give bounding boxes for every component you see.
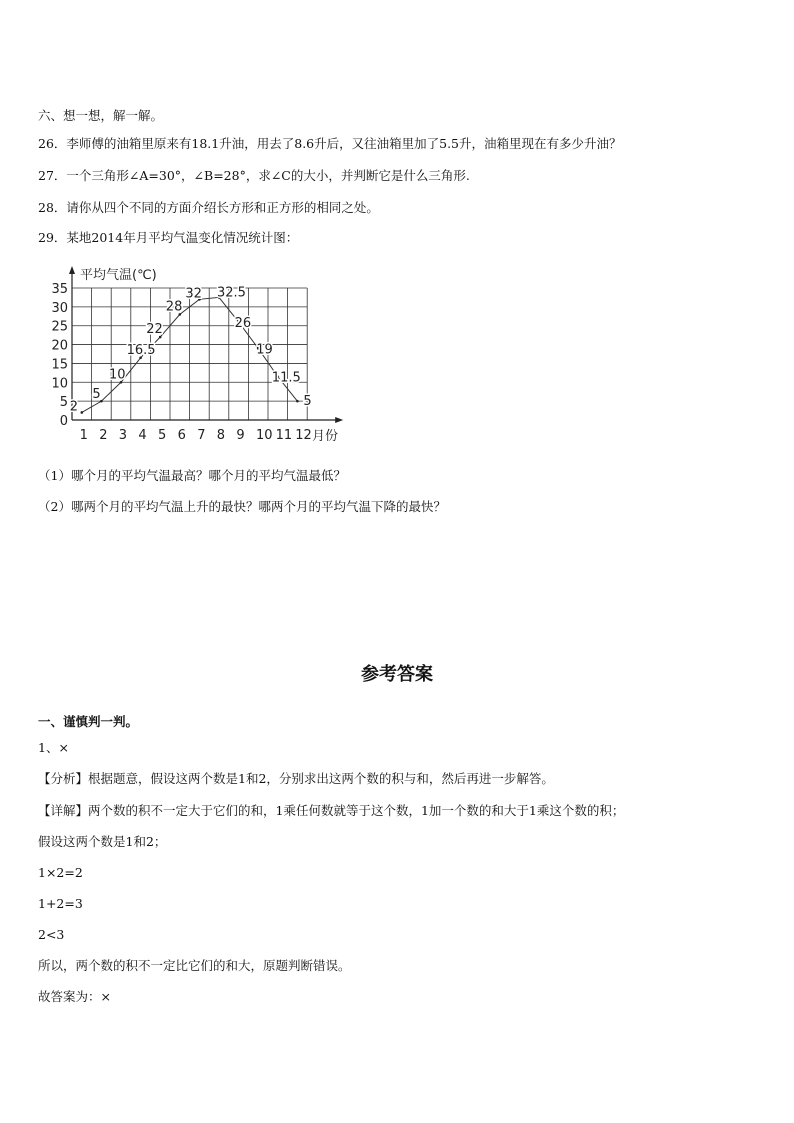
y-tick-label: 0 bbox=[59, 414, 68, 429]
data-point bbox=[81, 411, 84, 414]
x-tick-label: 1 bbox=[79, 428, 88, 443]
chart-point-labels bbox=[70, 285, 312, 414]
x-tick-label: 8 bbox=[216, 428, 226, 443]
question-29-part-2: （2）哪两个月的平均气温上升的最快？哪两个月的平均气温下降的最快？ bbox=[38, 499, 446, 514]
data-label: 5 bbox=[303, 394, 312, 410]
data-point bbox=[296, 400, 299, 403]
x-tick-label: 6 bbox=[177, 428, 186, 443]
data-label: 10 bbox=[109, 367, 126, 383]
data-label: 32.5 bbox=[217, 285, 246, 301]
answer-title: 参考答案 bbox=[361, 664, 433, 685]
x-tick-label: 7 bbox=[197, 428, 206, 443]
answer-detail: 【详解】两个数的积不一定大于它们的和，1乘任何数就等于这个数，1加一个数的和大于1乘这个数的积； bbox=[38, 803, 625, 818]
y-tick-label: 30 bbox=[51, 300, 68, 316]
x-axis-arrow bbox=[335, 417, 343, 423]
x-tick-label: 12 bbox=[295, 428, 312, 443]
data-label: 16.5 bbox=[126, 342, 156, 358]
temperature-line-chart bbox=[40, 262, 360, 452]
data-label: 28 bbox=[165, 299, 183, 315]
x-axis-label: 月份 bbox=[312, 429, 339, 444]
data-label: 2 bbox=[69, 399, 79, 415]
question-29: 29．某地2014年月平均气温变化情况统计图： bbox=[38, 230, 299, 245]
x-tick-label: 5 bbox=[158, 428, 167, 443]
x-tick-label: 3 bbox=[118, 428, 128, 443]
y-tick-label: 25 bbox=[51, 319, 68, 335]
data-label: 5 bbox=[92, 387, 101, 403]
question-27: 27．一个三角形∠A=30°，∠B=28°，求∠C的大小，并判断它是什么三角形. bbox=[38, 168, 470, 183]
answer-calc-1: 1×2=2 bbox=[38, 865, 83, 880]
question-26: 26．李师傅的油箱里原来有18.1升油，用去了8.6升后，又往油箱里加了5.5升，油箱里现在有多少升油？ bbox=[38, 136, 622, 151]
section6-heading: 六、想一想，解一解。 bbox=[38, 108, 164, 123]
data-label: 11.5 bbox=[271, 370, 301, 386]
y-axis-arrow bbox=[69, 266, 75, 274]
x-tick-label: 4 bbox=[138, 428, 147, 443]
data-label: 22 bbox=[146, 322, 163, 338]
question-29-part-1: （1）哪个月的平均气温最高？哪个月的平均气温最低？ bbox=[38, 468, 346, 483]
answer-analysis: 【分析】根据题意，假设这两个数是1和2，分别求出这两个数的积与和，然后再进一步解答。 bbox=[38, 771, 554, 786]
y-tick-label: 20 bbox=[51, 338, 68, 354]
answer-calc-2: 1+2=3 bbox=[38, 896, 83, 911]
data-label: 19 bbox=[256, 342, 273, 358]
answer-final: 故答案为：× bbox=[38, 989, 111, 1004]
y-tick-label: 15 bbox=[51, 357, 68, 373]
y-tick-label: 35 bbox=[51, 282, 68, 297]
data-label: 26 bbox=[234, 315, 252, 331]
question-28: 28．请你从四个不同的方面介绍长方形和正方形的相同之处。 bbox=[38, 200, 379, 215]
y-axis-label: 平均气温(℃) bbox=[80, 268, 157, 283]
answer-conclusion: 所以，两个数的积不一定比它们的和大，原题判断错误。 bbox=[38, 958, 351, 973]
x-tick-label: 2 bbox=[99, 428, 108, 443]
data-label: 32 bbox=[185, 286, 202, 302]
x-tick-label: 10 bbox=[256, 428, 273, 443]
answer-section1: 一、谨慎判一判。 bbox=[38, 714, 139, 729]
y-tick-label: 5 bbox=[59, 395, 68, 411]
x-tick-label: 9 bbox=[236, 428, 245, 443]
y-tick-label: 10 bbox=[51, 376, 68, 392]
x-tick-label: 11 bbox=[275, 428, 293, 443]
answer-calc-3: 2<3 bbox=[38, 927, 65, 942]
answer-item-1: 1、× bbox=[38, 740, 69, 755]
answer-assume: 假设这两个数是1和2； bbox=[38, 834, 167, 849]
